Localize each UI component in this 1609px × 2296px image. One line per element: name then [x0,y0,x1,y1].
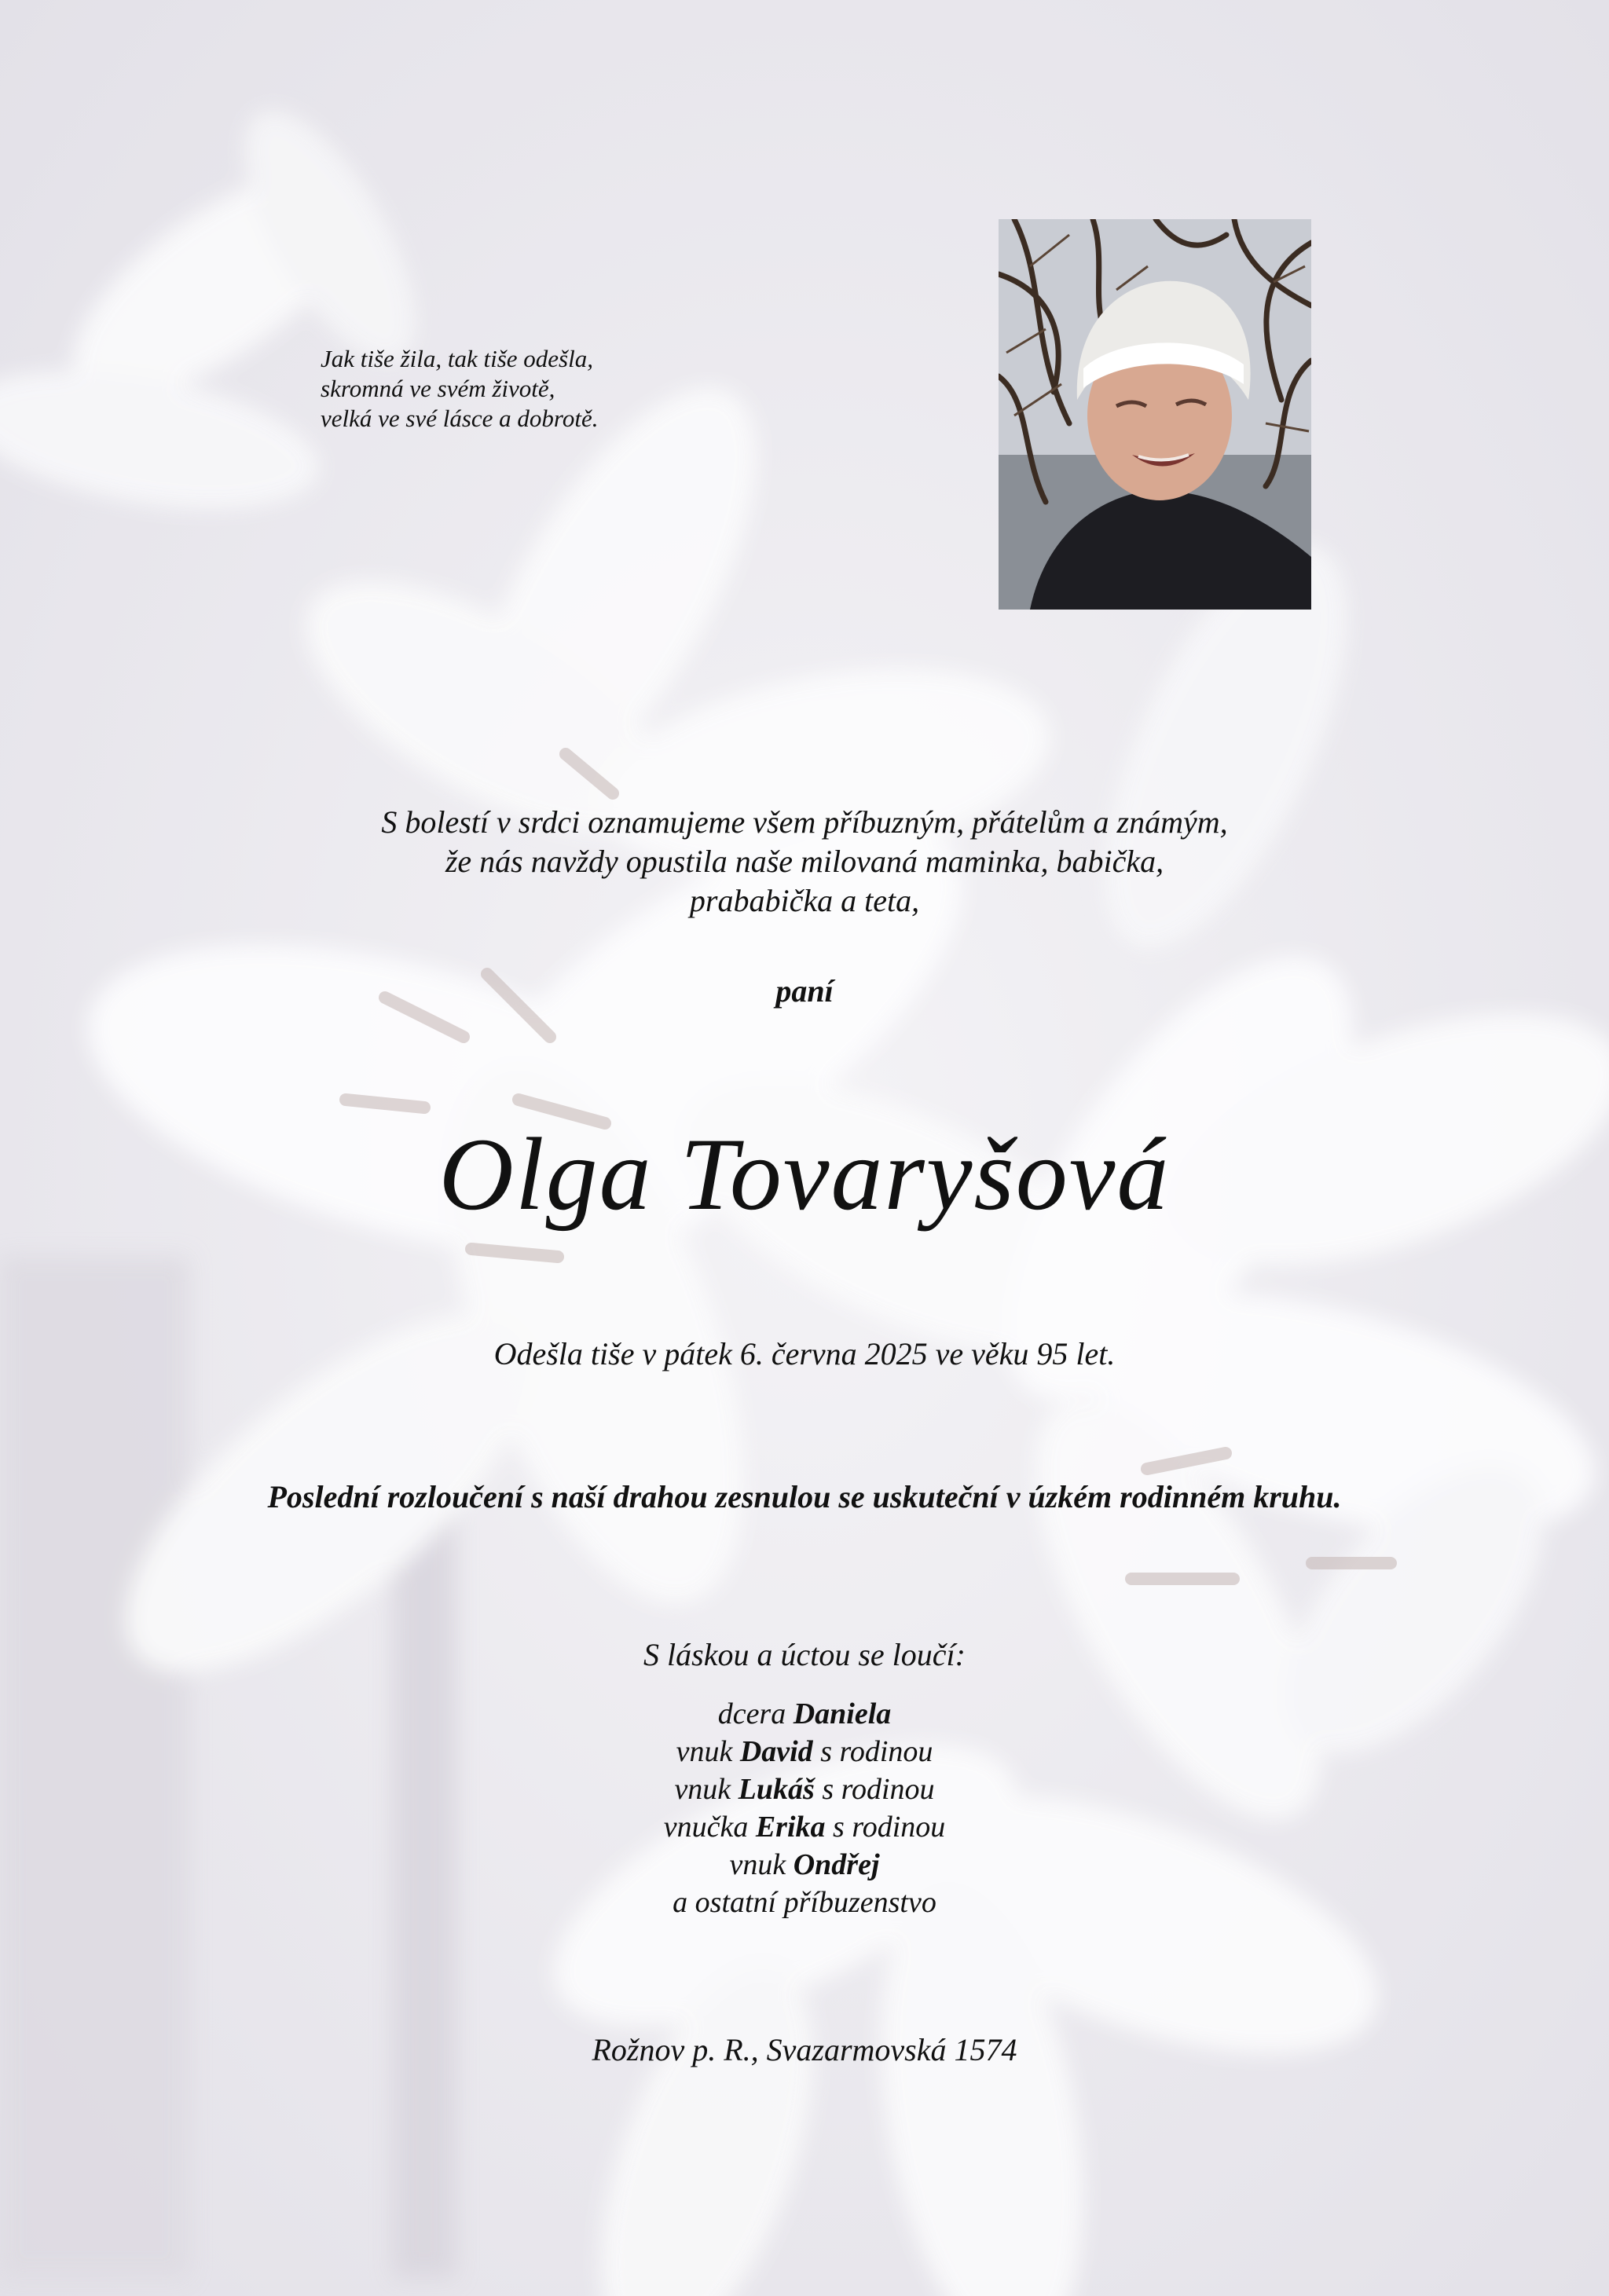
mourner-entry [0,1846,1609,1884]
mourner-name: Erika [755,1811,826,1844]
mourner-name: Ondřej [793,1848,880,1881]
relation: vnuk [676,1735,740,1768]
verse-line: skromná ve svém životě, [321,375,555,402]
mourner-entry [0,1771,1609,1808]
relation: vnuk [674,1773,739,1806]
memorial-verse [321,344,729,434]
announcement-line: že nás navždy opustila naše milovaná maminka, babička, [445,844,1164,879]
announcement-line: S bolestí v srdci oznamujeme všem příbuzným, přátelům a známým, [381,804,1228,840]
mourner-entry [0,1695,1609,1733]
relation-suffix: s rodinou [825,1811,946,1844]
mourner-entry [0,1733,1609,1771]
mourners-list [0,1695,1609,1921]
mourner-name: Lukáš [738,1773,815,1806]
relation-suffix: s rodinou [814,1773,935,1806]
relation-suffix: s rodinou [812,1735,933,1768]
announcement [0,803,1609,921]
funeral-notice: Poslední rozloučení s naší drahou zesnulou se uskuteční v úzkém rodinném kruhu. [267,1479,1342,1514]
relation: dcera [717,1697,794,1730]
verse-line: Jak tiše žila, tak tiše odešla, [321,345,593,372]
mourners-intro: S láskou a úctou se loučí: [643,1637,966,1672]
mourner-name: David [739,1735,813,1768]
relation: vnučka [663,1811,756,1844]
announcement-line: prababička a teta, [689,883,920,918]
relation: vnuk [729,1848,794,1881]
mourner-name: Daniela [793,1697,892,1730]
family-address: Rožnov p. R., Svazarmovská 1574 [592,2032,1017,2067]
date-of-death: Odešla tiše v pátek 6. června 2025 ve věku 95 let. [493,1336,1116,1371]
honorific: paní [775,973,834,1009]
mourner-entry [0,1808,1609,1846]
deceased-name: Olga Tovaryšová [438,1116,1171,1232]
verse-line: velká ve své lásce a dobrotě. [321,405,599,432]
portrait-photo [999,219,1311,610]
mourners-closing: a ostatní příbuzenstvo [673,1886,936,1919]
